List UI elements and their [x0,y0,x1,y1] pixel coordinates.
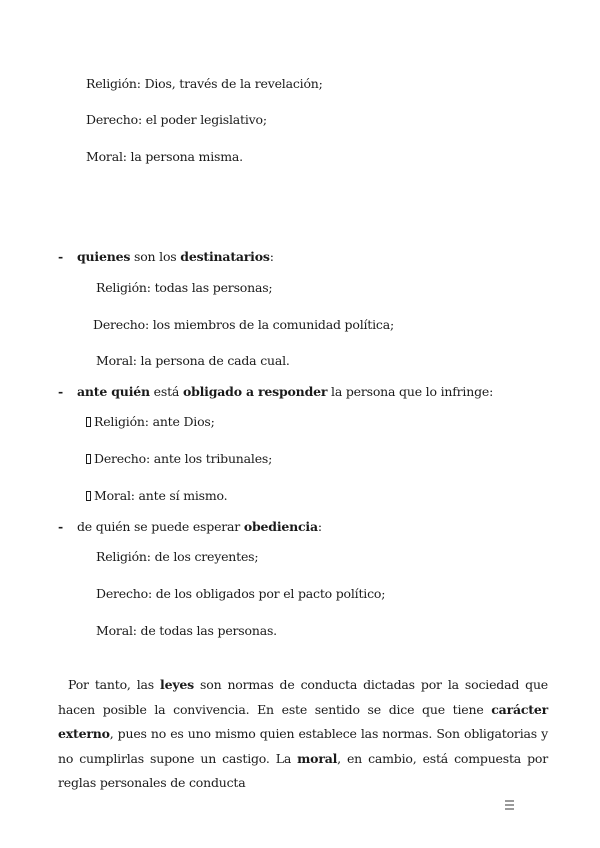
accountability-law-line [86,451,272,467]
bullet-dash: - [58,384,64,399]
page-number-mark-icon [505,800,514,812]
recipients-moral-line: Moral: la persona de cada cual. [96,353,290,368]
obedience-law-line: Derecho: de los obligados por el pacto político; [96,586,386,601]
heading-text: de quién se puede esperar [77,519,244,534]
missing-glyph-box-icon [86,491,91,501]
accountability-heading [77,384,493,400]
bold-term: ante quién [77,384,150,399]
paragraph-text: son normas de conducta dictadas por la sociedad que hacen posible la convivencia. En este sentido se dice que tiene [58,677,548,717]
heading-text: : [269,249,274,264]
origin-moral-line: Moral: la persona misma. [86,149,243,164]
conclusion-paragraph [58,673,548,796]
missing-glyph-box-icon [86,454,91,464]
origin-law-line: Derecho: el poder legislativo; [86,112,267,127]
recipients-religion-line: Religión: todas las personas; [96,280,273,295]
accountability-religion-line [86,414,215,430]
origin-religion-line: Religión: Dios, través de la revelación; [86,76,323,91]
heading-text: la persona que lo infringe: [327,384,494,399]
bold-term: leyes [160,677,194,692]
accountability-moral-line [86,488,227,504]
recipients-law-line: Derecho: los miembros de la comunidad política; [93,317,394,332]
missing-glyph-box-icon [86,417,91,427]
paragraph-text: Por tanto, las [68,677,161,692]
obedience-religion-line: Religión: de los creyentes; [96,549,259,564]
bold-term: destinatarios [180,249,270,264]
obedience-moral-line: Moral: de todas las personas. [96,623,277,638]
item-text: Religión: ante Dios; [94,414,215,429]
bold-term: moral [297,750,338,766]
bullet-dash: - [58,519,64,534]
recipients-heading [77,249,274,265]
paragraph-text: , en cambio, está compuesta por reglas personales de conducta [58,750,548,790]
paragraph-text: , pues no es uno mismo quien establece las normas. Son obligatorias y no cumplirlas supone un castigo. La [58,726,548,766]
heading-text: son los [130,249,181,264]
bold-term: obediencia [243,519,318,534]
bold-term: carácter externo [58,701,548,741]
obedience-heading [77,519,322,535]
bold-term: quienes [77,249,131,264]
heading-text: : [317,519,322,534]
item-text: Moral: ante sí mismo. [94,488,228,503]
item-text: Derecho: ante los tribunales; [94,451,273,466]
heading-text: está [149,384,183,399]
bullet-dash: - [58,249,64,264]
bold-term: obligado a responder [182,384,328,399]
